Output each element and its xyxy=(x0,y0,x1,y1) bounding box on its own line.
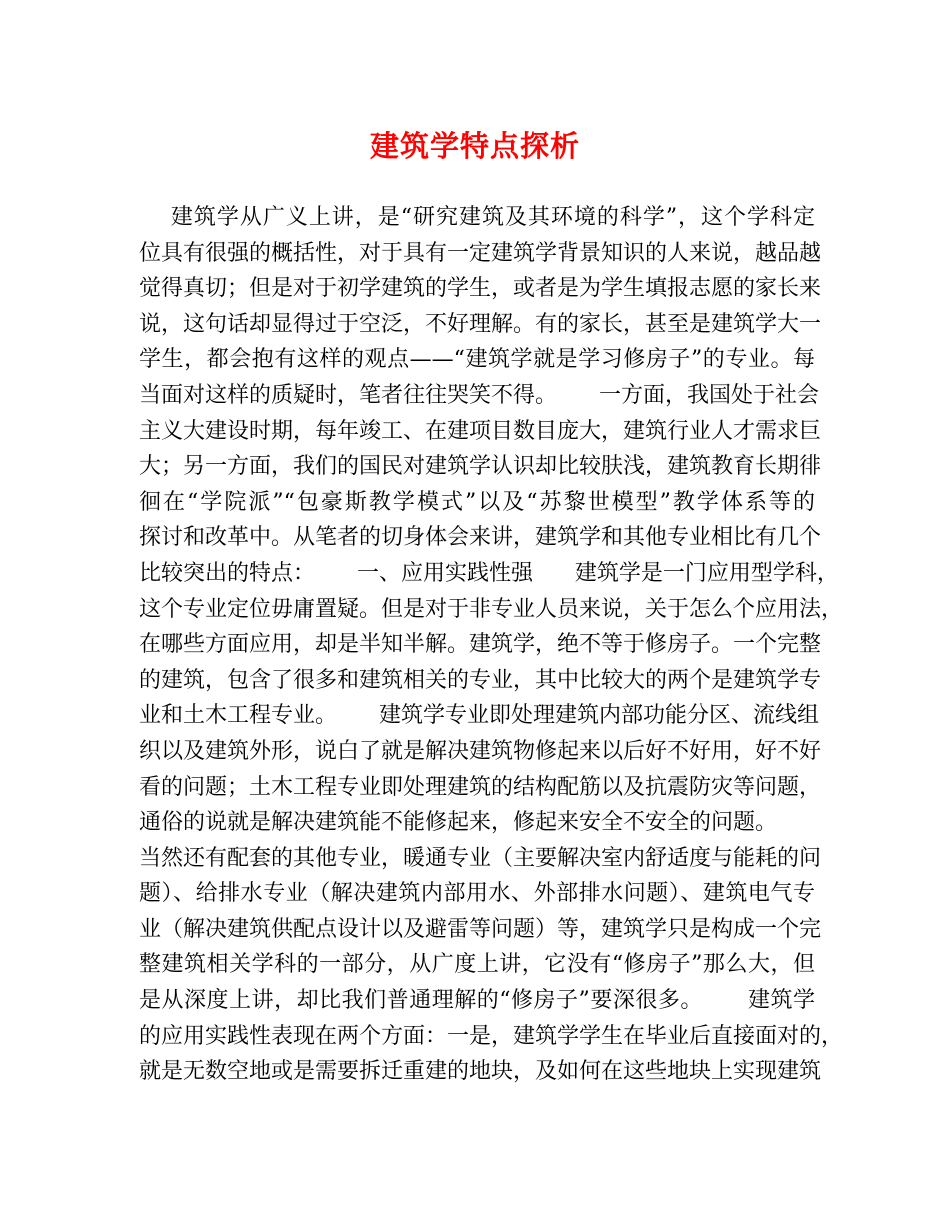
text-line: 位具有很强的概括性，对于具有一定建筑学背景知识的人来说，越品越 xyxy=(139,240,822,266)
text-line: 比较突出的特点： 一、应用实践性强 建筑学是一门应用型学科， xyxy=(139,560,839,586)
text-line: 在哪些方面应用，却是半知半解。建筑学，绝不等于修房子。一个完整 xyxy=(139,632,822,658)
document-title: 建筑学特点探析 xyxy=(369,129,580,163)
text-line: 学生，都会抱有这样的观点——“建筑学就是学习修房子”的专业。每 xyxy=(139,347,815,373)
text-line: 的建筑，包含了很多和建筑相关的专业，其中比较大的两个是建筑学专 xyxy=(139,667,822,693)
text-line: 就是无数空地或是需要拆迁重建的地块，及如何在这些地块上实现建筑 xyxy=(139,1059,822,1085)
text-line: 通俗的说就是解决建筑能不能修起来，修起来安全不安全的问题。 xyxy=(139,810,778,836)
text-line: 是从深度上讲，却比我们普通理解的“修房子”要深很多。 建筑学 xyxy=(139,988,815,1014)
text-line: 建筑学从广义上讲，是“研究建筑及其环境的科学”，这个学科定 xyxy=(139,205,815,230)
text-line: 觉得真切；但是对于初学建筑的学生，或者是为学生填报志愿的家长来 xyxy=(139,276,822,302)
text-line: 题）、给排水专业（解决建筑内部用水、外部排水问题）、建筑电气专 xyxy=(139,881,815,907)
text-line: 织以及建筑外形，说白了就是解决建筑物修起来以后好不好用，好不好 xyxy=(139,738,822,764)
text-line: 当然还有配套的其他专业，暖通专业（主要解决室内舒适度与能耗的问 xyxy=(139,845,822,871)
text-line: 徊在“学院派”“包豪斯教学模式”以及“苏黎世模型”教学体系等的 xyxy=(139,489,815,515)
text-line: 看的问题；土木工程专业即处理建筑的结构配筋以及抗震防灾等问题， xyxy=(139,774,822,800)
text-line: 业（解决建筑供配点设计以及避雷等问题）等，建筑学只是构成一个完 xyxy=(139,916,822,942)
text-line: 探讨和改革中。从笔者的切身体会来讲，建筑学和其他专业相比有几个 xyxy=(139,525,822,551)
text-line: 业和土木工程专业。 建筑学专业即处理建筑内部功能分区、流线组 xyxy=(139,703,819,729)
text-line: 这个专业定位毋庸置疑。但是对于非专业人员来说，关于怎么个应用法， xyxy=(139,596,844,622)
text-line: 主义大建设时期，每年竣工、在建项目数目庞大，建筑行业人才需求巨 xyxy=(139,418,822,444)
text-line: 说，这句话却显得过于空泛，不好理解。有的家长，甚至是建筑学大一 xyxy=(139,311,822,337)
text-line: 整建筑相关学科的一部分，从广度上讲，它没有“修房子”那么大，但 xyxy=(139,952,815,978)
text-line: 大；另一方面，我们的国民对建筑学认识却比较肤浅，建筑教育长期徘 xyxy=(139,454,822,480)
document-body xyxy=(139,200,844,1090)
text-line: 当面对这样的质疑时，笔者往往哭笑不得。 一方面，我国处于社会 xyxy=(139,382,819,408)
text-line: 的应用实践性表现在两个方面：一是，建筑学学生在毕业后直接面对的， xyxy=(139,1023,844,1049)
